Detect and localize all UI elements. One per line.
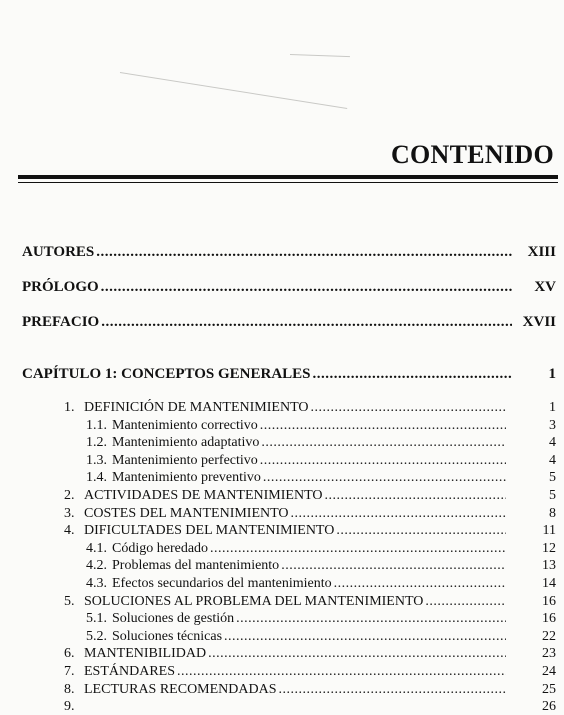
toc-entry-number: 1.3. (86, 452, 107, 468)
toc-entry-number: 4.2. (86, 558, 107, 574)
toc-entry-number: 5.2. (86, 628, 107, 644)
toc-entry-label (86, 558, 279, 574)
title-rule-thin (18, 182, 558, 183)
toc-entry-number: 2. (64, 488, 75, 503)
toc-entry-text: DEFINICIÓN DE MANTENIMIENTO (84, 400, 309, 415)
toc-entry-page: 1 (549, 400, 556, 415)
leader-dots (279, 682, 506, 698)
toc-page: 1 (548, 366, 556, 382)
scan-mark (120, 72, 347, 109)
toc-chapter (22, 366, 556, 383)
toc-entry (86, 541, 556, 557)
toc-entry (86, 558, 556, 574)
toc-entry-label (64, 400, 309, 416)
toc-entry-text: Mantenimiento correctivo (112, 417, 258, 433)
toc-page: XVII (522, 314, 556, 330)
toc-entry (64, 488, 556, 504)
toc-entry-text: ESTÁNDARES (84, 664, 176, 679)
leader-dots (208, 646, 506, 662)
toc-page: XIII (527, 244, 556, 260)
toc-entry-label (86, 629, 222, 645)
page-title: CONTENIDO (390, 140, 554, 169)
toc-entry-number: 4.3. (86, 576, 107, 591)
toc-entry-text: DIFICULTADES DEL MANTENIMIENTO (84, 523, 335, 539)
toc-entry-number: 7. (64, 664, 75, 679)
toc-entry-label (86, 418, 258, 434)
toc-entry-label (64, 682, 277, 698)
toc-entry-number: 8. (64, 681, 75, 697)
toc-entry-page: 14 (542, 576, 556, 591)
toc-entry-number: 6. (64, 646, 75, 662)
title-rule-thick (18, 175, 558, 179)
toc-entry-page: 4 (549, 435, 556, 451)
leader-dots (96, 244, 512, 261)
toc-front-prefacio (22, 314, 556, 331)
leader-dots (236, 611, 506, 627)
leader-dots (261, 435, 506, 451)
leader-dots (210, 541, 506, 557)
toc-entry-page: 11 (542, 523, 556, 539)
toc-entry-page: 25 (542, 681, 556, 697)
toc-entry-label (64, 664, 175, 680)
toc-entry-number: 9. (64, 699, 75, 715)
leader-dots (263, 470, 506, 486)
leader-dots (334, 576, 506, 592)
toc-entry-number: 4.1. (86, 540, 107, 556)
leader-dots (281, 558, 506, 574)
scan-mark (290, 54, 350, 57)
toc-entry-text: Efectos secundarios del mantenimiento (112, 576, 332, 591)
toc-entry-label (86, 435, 259, 451)
toc-entry (64, 523, 556, 539)
toc-entry (86, 418, 556, 434)
toc-front-autores (22, 244, 556, 261)
toc-entry (64, 699, 556, 715)
toc-entry-text: Código heredado (112, 540, 209, 556)
toc-entry-number: 4. (64, 523, 75, 539)
toc-entry-number: 1.2. (86, 435, 107, 451)
toc-entry (64, 506, 556, 522)
toc-entry (64, 400, 556, 416)
toc-entry-page: 24 (542, 664, 556, 679)
toc-page: XV (534, 279, 556, 295)
toc-label: PRÓLOGO (22, 279, 99, 295)
toc-entry-label (86, 470, 261, 486)
leader-dots (291, 506, 506, 522)
toc-entry-text: Soluciones técnicas (112, 628, 223, 644)
toc-entry-number: 1. (64, 400, 75, 415)
toc-entry-text: LECTURAS RECOMENDADAS (84, 681, 277, 697)
toc-entry-number: 1.1. (86, 417, 107, 433)
toc-entry-number: 1.4. (86, 470, 107, 486)
toc-entry-label (64, 699, 84, 715)
leader-dots (425, 594, 506, 610)
toc-front-prologo (22, 279, 556, 296)
toc-entry-page: 8 (549, 505, 556, 521)
toc-entry (86, 611, 556, 627)
toc-entry (64, 664, 556, 680)
toc-label: PREFACIO (22, 314, 100, 330)
leader-dots (101, 279, 512, 296)
toc-entry-page: 5 (549, 488, 556, 503)
toc-entry-page: 4 (549, 452, 556, 468)
toc-entry-text: SOLUCIONES AL PROBLEMA DEL MANTENIMIENTO (84, 593, 424, 609)
toc-entry-label (86, 453, 258, 469)
toc-entry-label (86, 541, 208, 557)
toc-label: CAPÍTULO 1: CONCEPTOS GENERALES (22, 366, 311, 382)
toc-entry-text: MANTENIBILIDAD (84, 646, 207, 662)
leader-dots (177, 664, 506, 680)
toc-entry-text: Soluciones de gestión (112, 611, 235, 627)
toc-entry-page: 3 (549, 417, 556, 433)
toc-entry-page: 5 (549, 470, 556, 486)
toc-entry-number: 3. (64, 505, 75, 521)
toc-entry-page: 22 (542, 628, 556, 644)
toc-entry (86, 576, 556, 592)
toc-entry-label (64, 506, 289, 522)
toc-entry-number: 5.1. (86, 611, 107, 627)
toc-entry-label (64, 646, 206, 662)
toc-entry (86, 470, 556, 486)
toc-entry-page: 16 (542, 593, 556, 609)
leader-dots (260, 453, 506, 469)
toc-entry-label (86, 576, 332, 592)
toc-entry (86, 453, 556, 469)
toc-entry-label (64, 488, 323, 504)
toc-entry-label (64, 594, 423, 610)
toc-entry-page: 16 (542, 611, 556, 627)
toc-entry-text: Mantenimiento perfectivo (112, 452, 258, 468)
leader-dots (311, 400, 507, 416)
leader-dots (313, 366, 512, 383)
toc-entry-text: Mantenimiento adaptativo (112, 435, 260, 451)
toc-entry-page: 13 (542, 558, 556, 574)
toc-entry (64, 594, 556, 610)
toc-entry-text: ACTIVIDADES DE MANTENIMIENTO (84, 488, 323, 503)
toc-entry-number: 5. (64, 593, 75, 609)
toc-entry (64, 646, 556, 662)
toc-entry-page: 26 (542, 699, 556, 715)
toc-entry-page: 12 (542, 540, 556, 556)
toc-entry-text: Mantenimiento preventivo (112, 470, 261, 486)
toc-entry-text: Problemas del mantenimiento (112, 558, 280, 574)
leader-dots (224, 629, 506, 645)
toc-label: AUTORES (22, 244, 95, 260)
leader-dots (336, 523, 506, 539)
leader-dots (260, 418, 506, 434)
toc-entry (86, 629, 556, 645)
toc-entry-label (64, 523, 334, 539)
leader-dots (325, 488, 507, 504)
toc-entry-page: 23 (542, 646, 556, 662)
toc-entry-label (86, 611, 234, 627)
toc-entry (64, 682, 556, 698)
leader-dots (101, 314, 512, 331)
toc-entry (86, 435, 556, 451)
toc-entry-text: COSTES DEL MANTENIMIENTO (84, 505, 289, 521)
